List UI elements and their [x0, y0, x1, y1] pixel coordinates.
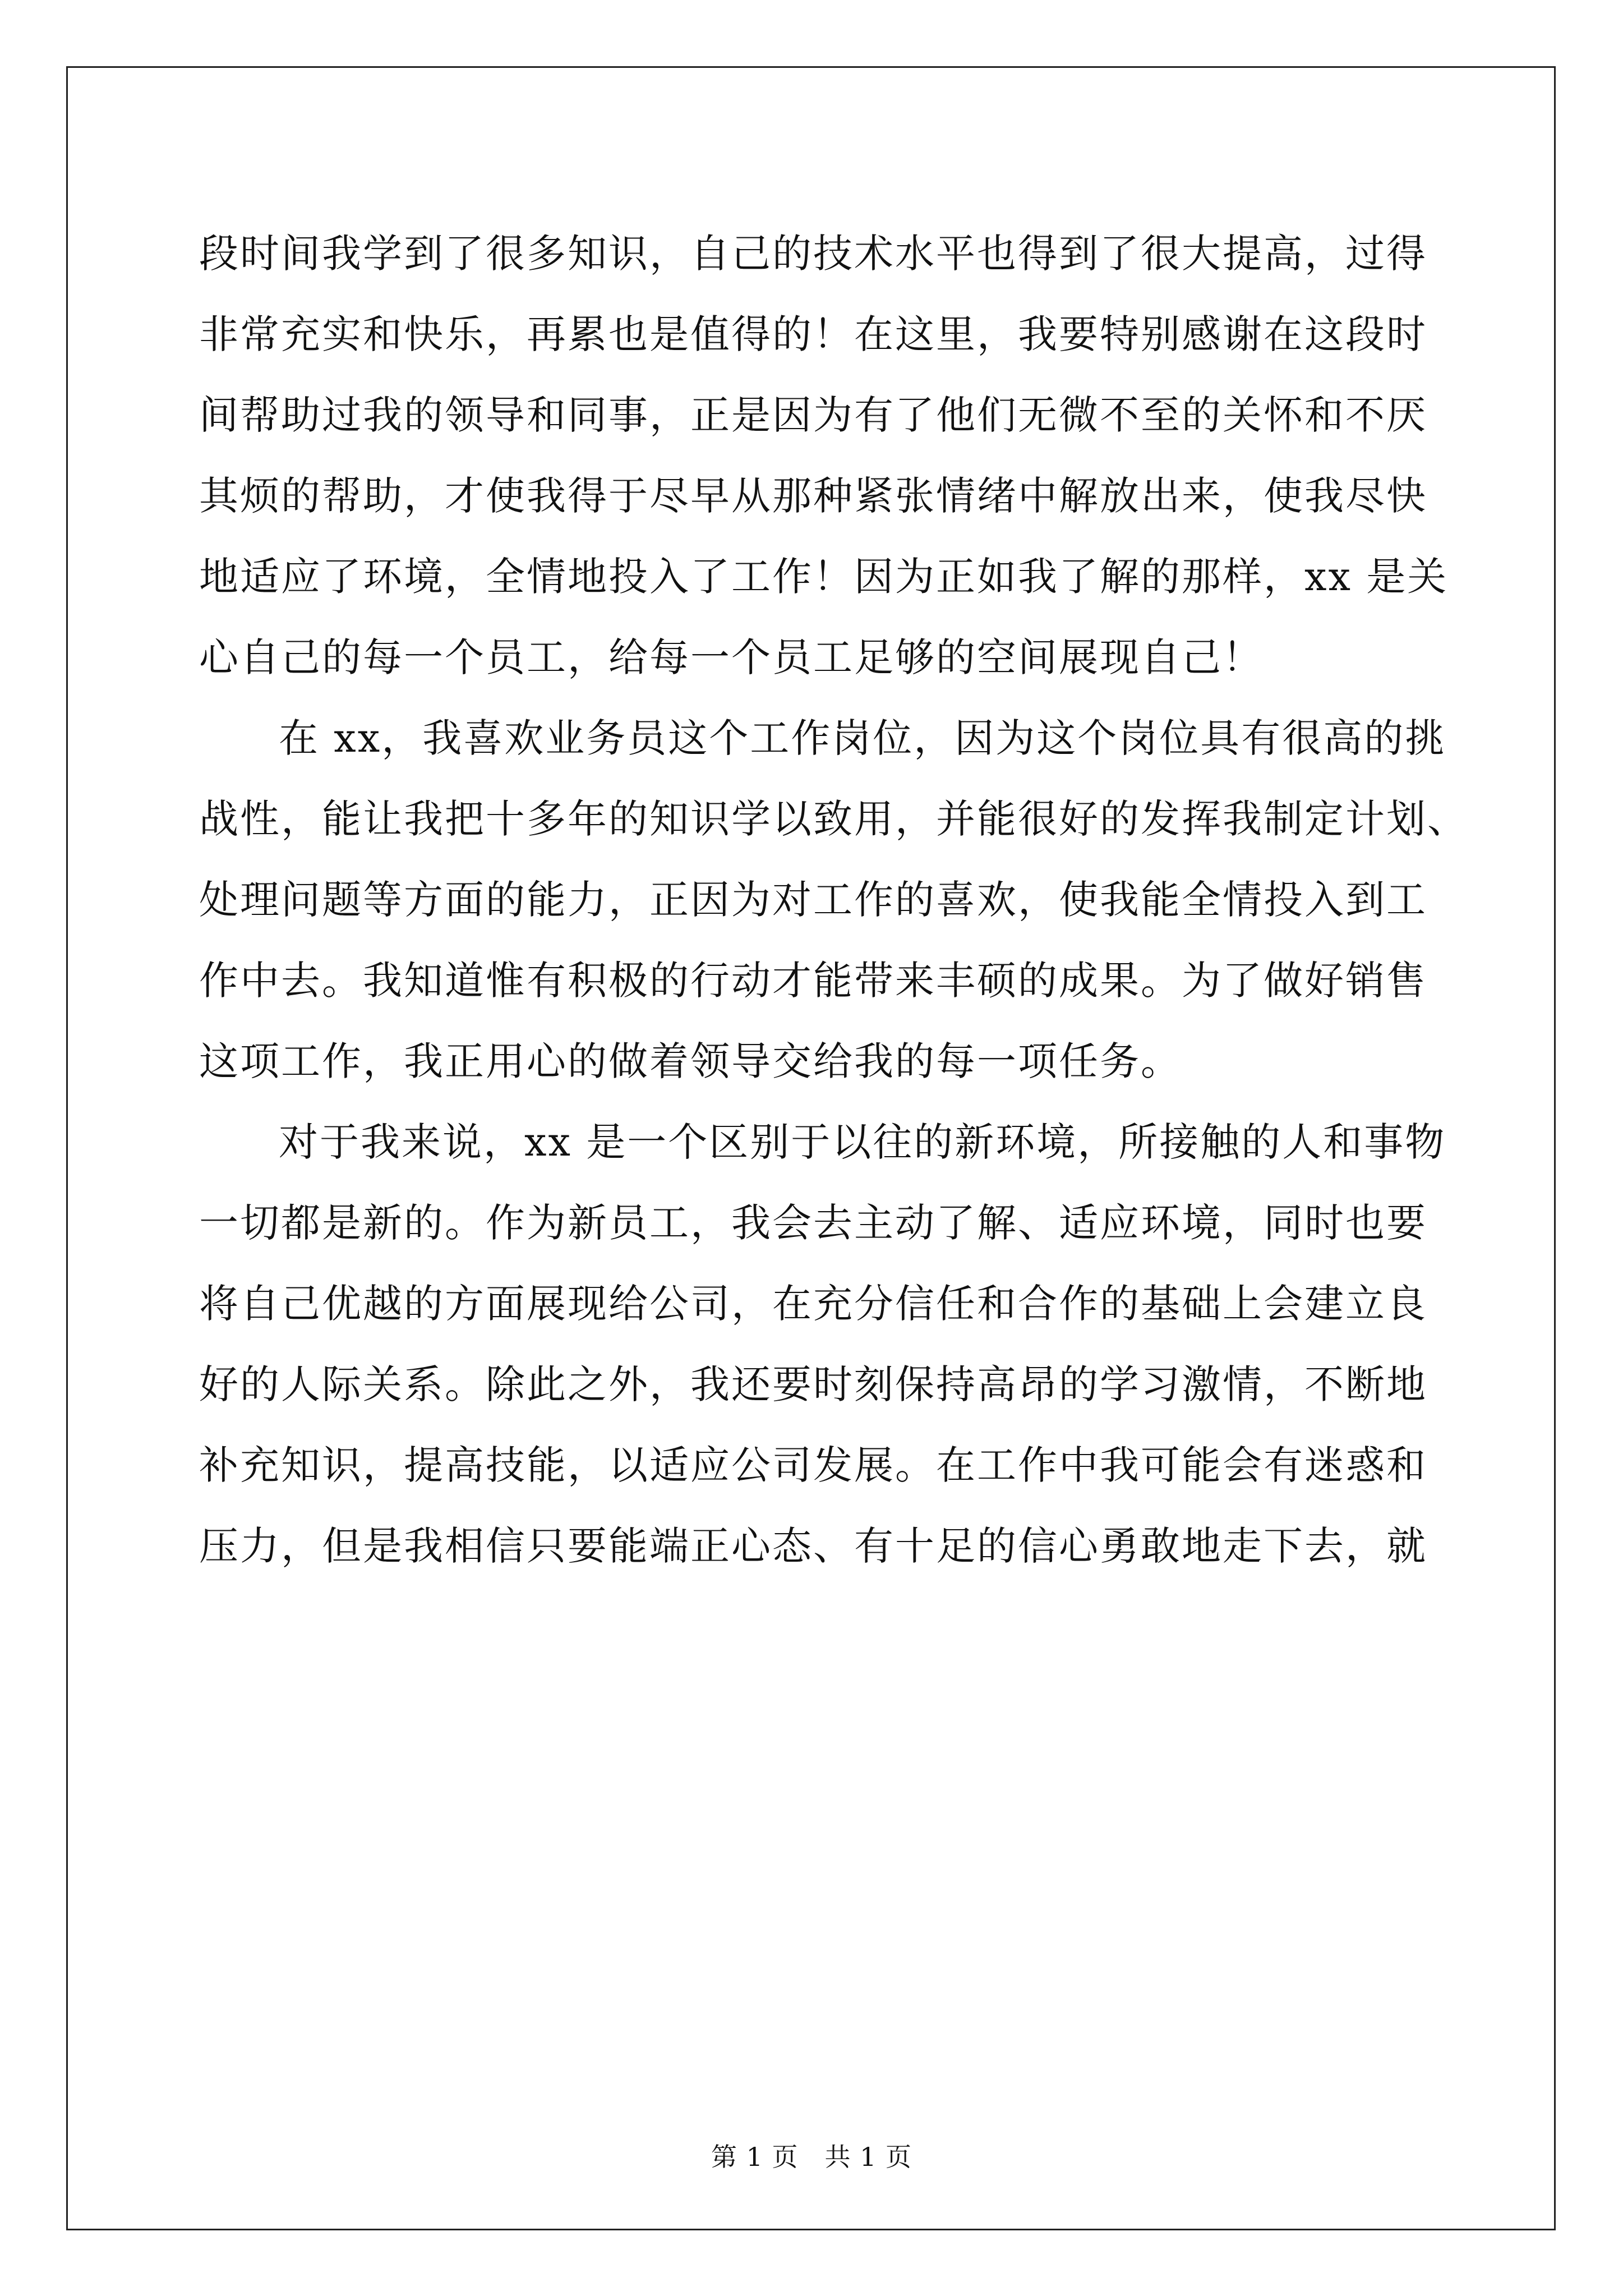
text-line: 心自己的每一个员工，给每一个员工足够的空间展现自己！	[199, 634, 1264, 680]
page-footer: 第 1 页 共 1 页	[711, 2142, 912, 2172]
document-body	[199, 214, 1468, 1588]
text-line: 战性，能让我把十多年的知识学以致用，并能很好的发挥我制定计划、	[199, 796, 1468, 842]
text-line: 其烦的帮助，才使我得于尽早从那种紧张情绪中解放出来，使我尽快	[199, 473, 1427, 519]
text-line: 压力，但是我相信只要能端正心态、有十足的信心勇敢地走下去，就	[199, 1523, 1427, 1569]
text-line: 补充知识，提高技能，以适应公司发展。在工作中我可能会有迷惑和	[199, 1442, 1427, 1488]
text-line: 处理问题等方面的能力，正因为对工作的喜欢，使我能全情投入到工	[199, 877, 1427, 923]
text-line: 将自己优越的方面展现给公司，在充分信任和合作的基础上会建立良	[199, 1281, 1427, 1327]
text-line: 非常充实和快乐，再累也是值得的！在这里，我要特别感谢在这段时	[199, 311, 1427, 357]
text-line: 间帮助过我的领导和同事，正是因为有了他们无微不至的关怀和不厌	[199, 392, 1427, 438]
paragraph-first-line: 在 xx，我喜欢业务员这个工作岗位，因为这个岗位具有很高的挑	[279, 715, 1446, 761]
text-line: 好的人际关系。除此之外，我还要时刻保持高昂的学习激情，不断地	[199, 1361, 1427, 1407]
text-line: 段时间我学到了很多知识，自己的技术水平也得到了很大提高，过得	[199, 231, 1427, 277]
paragraph-first-line: 对于我来说，xx 是一个区别于以往的新环境，所接触的人和事物	[279, 1119, 1446, 1165]
text-line: 地适应了环境，全情地投入了工作！因为正如我了解的那样，xx 是关	[199, 554, 1449, 600]
text-line: 一切都是新的。作为新员工，我会去主动了解、适应环境，同时也要	[199, 1200, 1427, 1246]
text-line: 这项工作，我正用心的做着领导交给我的每一项任务。	[199, 1038, 1182, 1084]
text-line: 作中去。我知道惟有积极的行动才能带来丰硕的成果。为了做好销售	[199, 958, 1427, 1004]
